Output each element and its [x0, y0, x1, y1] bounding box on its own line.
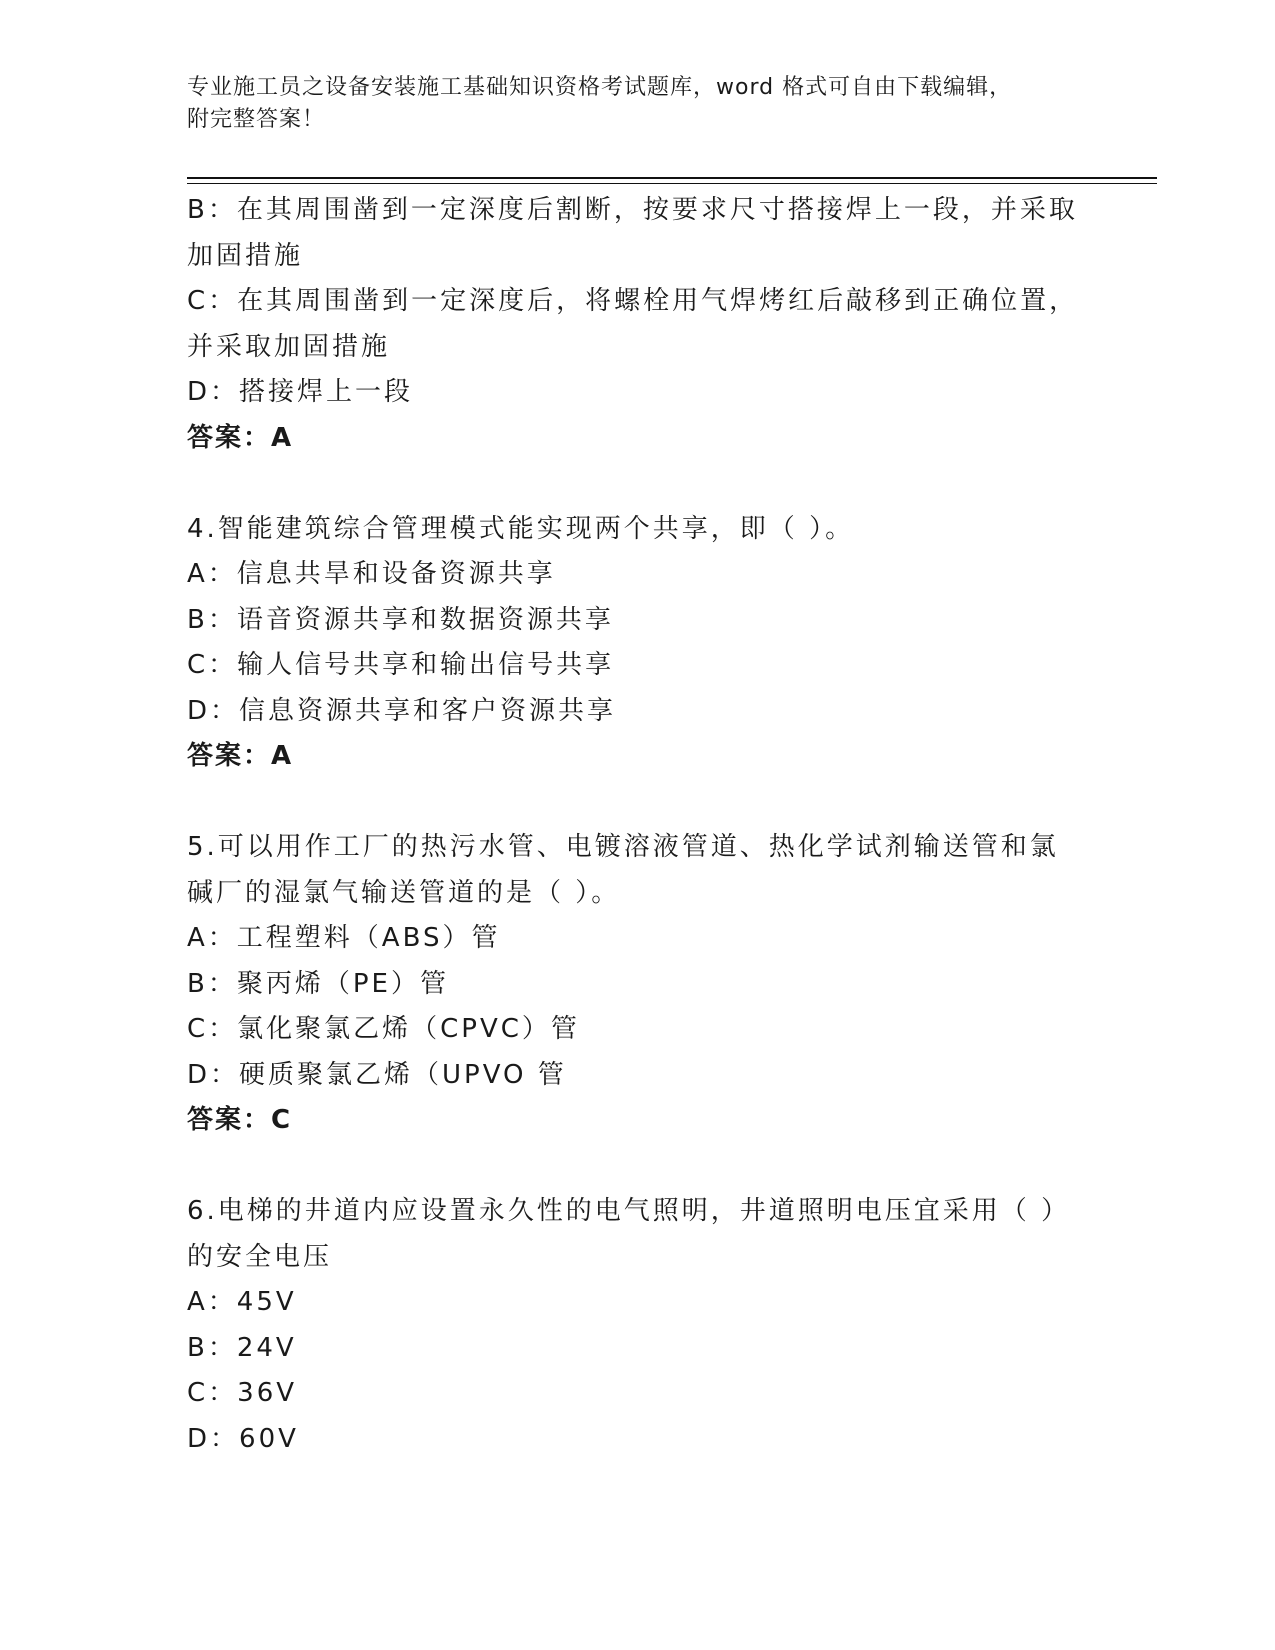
q6-stem-line-1: 6.电梯的井道内应设置永久性的电气照明，井道照明电压宜采用（ ） [187, 1196, 1071, 1226]
question-5 [187, 825, 1087, 1144]
q5-stem-line-1: 5.可以用作工厂的热污水管、电镀溶液管道、热化学试剂输送管和氯 [187, 832, 1059, 862]
q3-option-b-line-2: 加固措施 [187, 240, 304, 271]
document-header [187, 72, 1087, 136]
header-divider-thin [187, 183, 1157, 184]
q5-option-b: B：聚丙烯（PE）管 [187, 968, 449, 999]
q5-option-a: A：工程塑料（ABS）管 [187, 923, 501, 953]
q4-option-d: D：信息资源共享和客户资源共享 [187, 695, 617, 726]
header-divider-thick [187, 177, 1157, 179]
q5-option-d: D：硬质聚氯乙烯（UPVO 管 [187, 1059, 567, 1090]
q6-option-b: B：24V [187, 1332, 297, 1363]
q4-answer: 答案：A [187, 741, 294, 771]
question-3-tail [187, 188, 1087, 461]
spacer [187, 780, 1087, 826]
q4-option-b: B：语音资源共享和数据资源共享 [187, 604, 614, 635]
question-4 [187, 507, 1087, 780]
q5-option-c: C：氯化聚氯乙烯（CPVC）管 [187, 1014, 580, 1044]
question-6 [187, 1189, 1087, 1462]
q3-answer: 答案：A [187, 422, 294, 453]
q4-option-c: C：输人信号共享和输出信号共享 [187, 650, 615, 680]
spacer [187, 461, 1087, 507]
q3-option-c-line-1: C：在其周围凿到一定深度后，将螺栓用气焊烤红后敲移到正确位置， [187, 286, 1079, 316]
header-line-2: 附完整答案！ [187, 107, 326, 132]
q6-option-c: C：36V [187, 1378, 298, 1408]
q3-option-c-line-2: 并采取加固措施 [187, 331, 391, 362]
q4-option-a: A：信息共旱和设备资源共享 [187, 559, 556, 589]
header-line-1: 专业施工员之设备安装施工基础知识资格考试题库，word 格式可自由下载编辑， [187, 75, 1013, 100]
q3-option-b-line-1: B：在其周围凿到一定深度后割断，按要求尺寸搭接焊上一段，并采取 [187, 195, 1078, 225]
question-content [187, 188, 1087, 1462]
q6-option-d: D：60V [187, 1423, 299, 1454]
spacer [187, 1144, 1087, 1190]
q5-answer: 答案：C [187, 1105, 293, 1135]
q6-stem-line-2: 的安全电压 [187, 1241, 333, 1272]
q6-option-a: A：45V [187, 1287, 297, 1317]
q5-stem-line-2: 碱厂的湿氯气输送管道的是（ ）。 [187, 877, 621, 908]
q3-option-d: D：搭接焊上一段 [187, 377, 414, 407]
q4-stem: 4.智能建筑综合管理模式能实现两个共享，即（ ）。 [187, 513, 855, 544]
